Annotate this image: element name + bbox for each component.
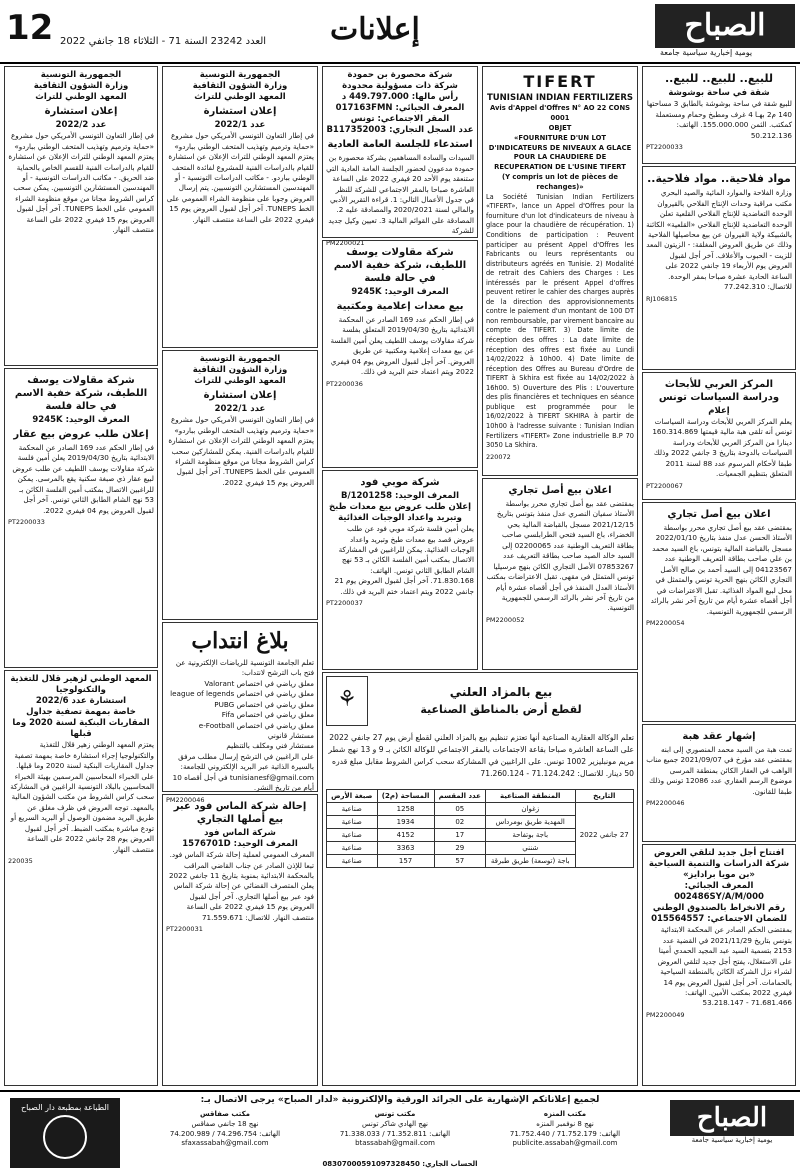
gift-title: إشهار عقد هبة xyxy=(682,731,756,742)
auction-type: صناعية xyxy=(327,802,378,815)
c4b-ministry: الجمهورية التونسية xyxy=(199,354,281,364)
nutrition-text: يعتزم المعهد الوطني زهير قلال للتغذية والتكنولوجيا إجراء استشارة خاصة بمهمة تصفية جداول المقاربات البنكية لسنة 2020 وما قبلها. على الخبراء المحاسبين المرسمين بهيئة الخبراء المحاسبين بالبلاد التونسية الراغبين في المشاركة سحب كراس الشروط من مكتب الشؤون المالية بالمعهد. توجه العروض في ظرف مغلق عن طريق البريد مضمون الوصول أو البريد السريع أو تودع مباشرة بمكتب الضبط. آخر أجل لقبول العروض يوم 28 جانفي 2022 على الساعة منتصف النهار. xyxy=(10,740,154,854)
center-subtitle: إعلام xyxy=(708,406,730,416)
nutrition-sub: استشارة عدد 2022/6 xyxy=(35,696,127,707)
auction-lot: 17 xyxy=(434,828,485,841)
tifert-body: La Société Tunisian Indian Fertilizers «TIFERT», lance un Appel d'Offres pour la fourniture d'un lot d'indicateurs de niveau à glace pour la chaudière de récupération. 1) Conditions de participation : Peuvent participer au présent Appel d'Offres les Fabricants ou leurs représentants ou distributeurs agréés en Tunisie. 2) Modalité de retrait des Cahiers des Charges : Les intéressés par le présent Appel d'offres peuvent retirer le cahier des charges auprès de la direction des approvisionnements contre le paiement d'un montant de 100 DT non remboursable, par virement bancaire au compte de TIFERT. 3) Date limite de réception des offres : La date limite de réception des offres est fixée au Lundi 14/02/2022 à 10h00. 4) Date limite de réception des Offres au Bureau d'Ordre de TIFERT à Skhira est fixée au 14/02/2022 à 16h00. 5) Ouverture des Plis : L'ouverture des plis financières et techniques en séance publique est programmée pour le 16/02/2022 à TIFERT SKHIRA à partir de 10h00 à l'adresse suivante : Tunisian Indian Fertilizers «TIFERT» Zone industrielle B.P 70 3050 La Skhira. xyxy=(486,192,634,450)
business-sale-ref: PM2200054 xyxy=(646,618,685,627)
factory-subtitle: شركة الماس فود xyxy=(204,828,276,838)
nutrition-institute-ad xyxy=(4,670,158,1086)
youssef-text: في إطار الحكم عدد 169 الصادر عن المحكمة الابتدائية بتاريخ 2019/04/30 المتعلق بفلسة شركة مقاولات يوسف اللطيف يعلن أمين الفلسة عن بيع معدات إعلامية ومكتبية عن طريق العروض. آخر أجل لقبول العروض يوم 04 فيفري 2022 ويتم اعتماد ختم البريد في ذلك. xyxy=(330,315,474,377)
tifert-logo: TIFERT xyxy=(523,72,597,91)
auction-zone: المهدية طريق بومرداس xyxy=(485,815,575,828)
business-sale-title-2: اعلان بيع أصل تجاري xyxy=(508,485,612,496)
youssef2-title: شركة مقاولات يوسف اللطيف، شركة خفية الاسم في حالة فلسة xyxy=(14,375,148,412)
auction-type: صناعية xyxy=(327,855,378,868)
tender-text: بمقتضى الحكم الصادر عن المحكمة الابتدائية بتونس بتاريخ 2021/11/29 في القضية عدد 2153 بتسمية السيد عبد المجيد الحمدي أمينا على الاستغلال، يفتح أجل جديد لتلقي العروض لشراء نزل الشركة الكائن بالمنطقة السياحية بالحمامات. آخر أجل لقبول العروض يوم 14 فيفري 2022 بمكتب الأمين. الهاتف: 71.681.466 - 53.218.147 xyxy=(657,925,792,1008)
center-ref: PT2200067 xyxy=(646,481,683,490)
tender-subtitle: شركة الدراسات والتنمية السياحية «بن مويا برادايز» xyxy=(648,859,790,881)
business-sale-ref-2: PM2200052 xyxy=(486,615,525,624)
recruitment-item-3: معلق رياضي في اختصاص Fifa xyxy=(221,710,314,720)
tender-title: افتتاح أجل جديد لتلقي العروض xyxy=(653,848,785,858)
c4b-number: عدد 2022/1 xyxy=(214,404,266,415)
office-addr: نهج الهادي شاكر تونس xyxy=(361,1119,429,1128)
agm-reg: عدد السجل التجاري: B117352003 xyxy=(326,125,474,136)
youssef-ad xyxy=(322,240,478,468)
recruitment-ad xyxy=(162,622,318,804)
footer-tagline: يومية إخبارية سياسية جامعة xyxy=(691,1136,773,1145)
youssef2-subtitle: إعلان طلب عروض بيع عقار xyxy=(13,429,149,441)
auction-type: صناعية xyxy=(327,828,378,841)
auction-lot: 29 xyxy=(434,842,485,855)
newspaper-logo: الصباح xyxy=(655,4,795,48)
office-mail[interactable]: publicite.assabah@gmail.com xyxy=(512,1139,618,1148)
page-footer xyxy=(0,1090,800,1176)
sale-subtitle: شقة في ساحة بوشوشة xyxy=(668,88,770,99)
agm-title: استدعاء للجلسة العامة العادية xyxy=(327,139,473,151)
auction-type: صناعية xyxy=(327,815,378,828)
auction-zone: شنني xyxy=(485,842,575,855)
tender-ad xyxy=(642,844,796,1086)
agm-ref: PM2200021 xyxy=(326,238,365,247)
tifert-ad xyxy=(482,66,638,476)
heritage-consult-1 xyxy=(162,66,318,348)
footer-logo: الصباح xyxy=(670,1100,794,1136)
youssef-ad-2 xyxy=(4,368,158,668)
auction-area: 1258 xyxy=(377,802,434,815)
c4-number: عدد 2022/1 xyxy=(214,120,266,131)
heritage-consult-2 xyxy=(162,350,318,620)
auction-zone: باجة بوتفاحة xyxy=(485,828,575,841)
auction-zone: زغوان xyxy=(485,802,575,815)
c5-notice: إعلان استشارة xyxy=(44,106,118,118)
recruitment-title: بلاغ انتداب xyxy=(191,628,289,654)
c5-ministry: الجمهورية التونسية xyxy=(40,70,122,80)
auction-title: بيع بالمزاد العلني xyxy=(449,685,553,700)
auction-header-zone: المنطقة الصناعية xyxy=(485,789,575,802)
auction-subtitle: لقطع أرض بالمناطق الصناعية xyxy=(420,702,582,716)
auction-area: 4152 xyxy=(377,828,434,841)
farm-text: وزارة الفلاحة والموارد المائية والصيد البحري مكتب مراقبة وحدات الإنتاج الفلاحي بالقيروان الوحدة التعاضدية للإنتاج الفلاحي القلعية تعلن الوحدة التعاضدية للإنتاج الفلاحي «القلعية» الكائنة بالشبيكة ولاية القيروان عن بيع محاصيلها الفلاحية وذلك عن طريق العروض المغلقة: - الزيتون المعد للزيت - الحبوب والأعلاف. آخر أجل لقبول العروض يوم الأربعاء 19 جانفي 2022 على الساعة الحادية عشرة صباحا بمقر الوحدة. للاتصال: 77.242.310 xyxy=(646,188,792,292)
recruitment-item-0: معلق رياضي في اختصاص Valorant xyxy=(204,678,314,688)
gift-ad xyxy=(642,724,796,842)
auction-date: 27 جانفي 2022 xyxy=(575,802,633,868)
business-sale-ad xyxy=(642,502,796,722)
tifert-line-1: OBJET xyxy=(548,123,572,132)
factory-id: المعرف الوحيد: 1576701D xyxy=(182,839,298,850)
office-tel: الهاتف: 71.352.811 / 71.338.033 xyxy=(339,1129,451,1138)
sale-title: للبيع.. للبيع.. للبيع.. xyxy=(664,72,774,85)
c4-ministry-2: وزارة الشؤون الثقافية xyxy=(192,81,288,92)
c4b-text: في إطار التعاون التونسي الأمريكي حول مشروع «حماية وترميم وتهذيب المتحف الوطني بباردو» يعتزم المعهد الوطني للتراث الإعلان عن استشارة للقيام بالدراسات الفنية. يمكن للمشاركين سحب كراس الشروط مجانا من موقع منظومة الشراء العمومي على الخط TUNEPS. آخر أجل لقبول العروض يوم 15 فيفري 2022. xyxy=(168,415,314,487)
recruitment-ref: PM2200046 xyxy=(166,795,205,804)
mobi-title: شركة موبي فود xyxy=(360,477,440,488)
nutrition-ref: 220035 xyxy=(8,857,33,866)
tifert-line-0: Avis d'Appel d'Offres N° AO 22 CONS 0001 xyxy=(489,104,631,123)
office-mail[interactable]: sfaxassabah@gmail.com xyxy=(181,1139,269,1148)
tifert-company: TUNISIAN INDIAN FERTILIZERS xyxy=(486,93,633,104)
business-sale-title: اعلان بيع أصل تجاري xyxy=(667,509,771,520)
page-number: 12 xyxy=(6,8,54,48)
recruitment-item-5: مستشار قانوني xyxy=(267,730,314,740)
auction-zone: باجة (توسعة) طريق طبرقة xyxy=(485,855,575,868)
agency-logo: ⚘ xyxy=(326,676,368,726)
youssef-subtitle: بيع معدات إعلامية ومكتبية xyxy=(336,301,464,313)
c4b-notice: إعلان استشارة xyxy=(203,390,277,402)
tender-ref: PM2200049 xyxy=(646,1010,685,1019)
c5-institute: المعهد الوطني للتراث xyxy=(35,92,127,103)
auction-header-lot: عدد المقسم xyxy=(434,789,485,802)
agm-tax-id: المعرف الجبائي: 017163FMN xyxy=(335,103,465,114)
agm-company-type: شركة ذات مسؤولية محدودة xyxy=(342,81,458,92)
factory-transfer-ad xyxy=(162,794,318,1086)
print-label: الطباعة بمطبعة دار الصباح xyxy=(20,1103,109,1112)
c4-institute: المعهد الوطني للتراث xyxy=(194,92,286,103)
office-tel: الهاتف: 71.752.179 / 71.752.440 xyxy=(509,1129,621,1138)
auction-lot: 57 xyxy=(434,855,485,868)
auction-text: تعلم الوكالة العقارية الصناعية أنها تعتزم تنظيم بيع بالمزاد العلني لقطع أرض يوم 27 جانفي 2022 على الساعة العاشرة صباحا بقاعة الاجتماعات بالمقر الاجتماعي للوكالة الكائن بـ 9 و 13 نهج شطر مريم مونبليزير 1002 تونس. على الراغبين في المشاركة سحب كراس الشروط مقابل مبلغ قدره 50 دينار. للاتصال: 71.124.242 - 71.260.124 xyxy=(328,733,634,779)
tender-tax-id: المعرف الجبائي: 002486SY/A/M/000 xyxy=(674,881,764,903)
sale-ad xyxy=(642,66,796,164)
gift-ref: PM2200046 xyxy=(646,799,685,808)
bank-account: الحساب الجاري: 08307000591097328450 xyxy=(322,1160,478,1168)
nutrition-title: المعهد الوطني لزهير قلال للتغذية والتكنولوجيا xyxy=(10,674,152,696)
nutrition-sub-2: خاصة بمهمة تصفية جداول xyxy=(26,707,136,718)
auction-header-type: صبغة الأرض xyxy=(327,789,378,802)
center-title: المركز العربي للأبحاث ودراسة السياسات تونس xyxy=(658,379,780,403)
heritage-consult-3 xyxy=(4,66,158,366)
auction-table xyxy=(326,789,634,869)
mobi-text: يعلن أمين فلسة شركة موبي فود عن طلب عروض قصد بيع معدات طبخ وتبريد واعداد الوجبات الغذائية. يمكن للراغبين في المشاركة الاتصال بمكتب أمين الفلسة الكائن بـ 53 نهج الشام الطابق الثاني تونس. الهاتف: 71.830.168. آخر أجل لقبول العروض يوم 21 جانفي 2022 ويتم اعتماد ختم البريد في ذلك. xyxy=(334,524,474,596)
table-row xyxy=(327,802,634,815)
office-menzah xyxy=(480,1110,650,1149)
office-tel: الهاتف: 74.296.754 / 74.200.989 xyxy=(169,1129,281,1138)
recruitment-item-6: مستشار فني ومكلف بالتنظيم xyxy=(226,741,314,751)
recruitment-item-2: معلق رياضي في اختصاص PUBG xyxy=(214,699,314,709)
office-tunis xyxy=(310,1110,480,1149)
office-name: مكتب تونس xyxy=(374,1110,416,1118)
youssef2-id: المعرف الوحيد: 9245K xyxy=(32,415,130,425)
farm-ref: RJ106815 xyxy=(646,294,678,303)
recruitment-item-1: معلق رياضي في اختصاص league of legends xyxy=(170,689,314,699)
page-header xyxy=(0,0,800,64)
recruitment-subtitle: تعلم الجامعة التونسية للرياضات الإلكترونية عن فتح باب الترشح لانتداب: xyxy=(175,657,314,678)
c4-notice: إعلان استشارة xyxy=(203,106,277,118)
farm-title: مواد فلاحية.. مواد فلاحية.. xyxy=(647,172,791,185)
section-title: إعلانات xyxy=(330,12,420,47)
mobi-id: المعرف الوحيد: 1201258/B xyxy=(340,491,460,501)
auction-area: 157 xyxy=(377,855,434,868)
youssef-ref: PT2200036 xyxy=(326,379,363,388)
agm-capital: رأس مالها: 449.797.000 د xyxy=(341,92,459,103)
c5-ministry-2: وزارة الشؤون الثقافية xyxy=(33,81,129,92)
factory-text: المعرف العمومي لعملية إحالة شركة الماس فود. تبعا للإذن الصادر عن جناب القاضي المراقب بالمحكمة الابتدائية بمنوبة بتاريخ 11 جانفي 2022 يعلن المتصرف القضائي عن إحالة شركة الماس فود عبر بيع أصلها التجاري. آخر أجل لقبول العروض يوم 15 فيفري 2022 على الساعة منتصف النهار. للاتصال: 71.559.671 xyxy=(168,850,314,922)
mobi-ad xyxy=(322,470,478,670)
auction-lot: 05 xyxy=(434,802,485,815)
office-mail[interactable]: btassabah@gmail.com xyxy=(355,1139,435,1148)
c4b-ministry-2: وزارة الشؤون الثقافية xyxy=(192,365,288,376)
center-text: يعلم المركز العربي للأبحاث ودراسة السياسات تونس أنه تلقى هبة مالية قيمتها 160.314.869 دينارا من المركز العربي للأبحاث ودراسة السياسات بالدوحة بتاريخ 3 جانفي 2022 وذلك طبقا لأحكام المرسوم عدد 88 لسنة 2011 المتعلق بتنظيم الجمعيات. xyxy=(652,417,792,479)
auction-header-area: المساحة (م2) xyxy=(377,789,434,802)
c4-ministry: الجمهورية التونسية xyxy=(199,70,281,80)
agm-company: شركة محصورة بن حمودة xyxy=(347,70,453,80)
auction-ad xyxy=(322,672,638,1086)
issue-line: العدد 23242 السنة 71 - الثلاثاء 18 جانفي 2022 xyxy=(60,36,267,47)
recruitment-text: على الراغبين في الترشح إرسال مطلب مرفق بالسيرة الذاتية عبر البريد الإلكتروني للجامعة: tunisianesf@gmail.com في أجل أقصاه 10 أيام من تاريخ النشر. xyxy=(172,751,314,793)
sale-text: للبيع شقة في ساحة بوشوشة بالطابق 3 مساحتها 140 م2 بهـا 4 غرف ومطبخ وحمام ومستعملة كمكتب. الثمن 155.000.000. الهاتف: 50.212.136 xyxy=(646,99,792,140)
nutrition-sub-3: المقاربات البنكية لسنة 2020 وما قبلها xyxy=(12,718,150,740)
business-sale-text-2: بمقتضى عقد بيع أصل تجاري محرر بواسطة الأستاذ سفيان النصري عدل منفذ بتونس بتاريخ 2021/12/15 مسجل بالقباضة المالية بحي الخضراء، باع السيد فتحي الطرابلسي صاحب بطاقة التعريف الوطنية عدد 02200065 إلى السيد خالد الصيد صاحب بطاقة التعريف عدد 07853267 الأصل التجاري الكائن بنهج مرسيليا تونس المتمثل في مقهى. تقبل الاعتراضات بمكتب الأستاذ العدل المنفذ في أجل أقصاه عشرة أيام من تاريخ آخر نشر بالرائد الرسمي للجمهورية التونسية. xyxy=(486,499,634,613)
newspaper-tagline: يومية إخبارية سياسية جامعة xyxy=(660,48,753,57)
tender-reg: رقم الانخراط بالصندوق الوطني للضمان الاجتماعي: 015564557 xyxy=(651,903,787,925)
c4-text: في إطار التعاون التونسي الأمريكي حول مشروع «حماية وترميم وتهذيب المتحف الوطني بباردو» يعتزم المعهد الوطني للتراث الإعلان عن استشارة للقيام بالدراسات الفنية للمشروع لفائدة المتحف الوطني بباردو. - مكاتب الدراسات التونسية - أو المهندسين المستشارين التونسيين. يتم إرسال العروض وجوبا على منظومة الشراء العمومي على الخط TUNEPS. آخر أجل لقبول العروض يوم 15 فيفري 2022 على الساعة منتصف النهار. xyxy=(166,131,314,224)
office-sfax xyxy=(140,1110,310,1149)
tifert-line-3: (Y compris un lot de pièces de rechanges)» xyxy=(502,173,618,191)
agm-seat: المقر الاجتماعي: تونس xyxy=(350,114,450,125)
business-sale-text: بمقتضى عقد بيع أصل تجاري محرر بواسطة الأستاذ الحسن عدل منفذ بتاريخ 2022/01/10 مسجل بالقباضة المالية بتونس، باع السيد محمد بن علي صاحب بطاقة التعريف الوطنية عدد 04123567 إلى السيد أحمد بن صالح الأصل التجاري الكائن بنهج الحرية تونس والمتمثل في محل لبيع المواد الغذائية. تقبل الاعتراضات في أجل أقصاه عشرة أيام من تاريخ آخر نشر بالرائد الرسمي للجمهورية التونسية. xyxy=(650,523,792,616)
footer-title: لجميع إعلاناتكم الإشهارية على الجرائد الورقية والإلكترونية «لدار الصباح» يرجى الاتصال بـ: xyxy=(200,1095,600,1105)
auction-area: 3363 xyxy=(377,842,434,855)
mobi-subtitle: إعلان طلب عروض بيع معدات طبخ وتبريد واعداد الوجبات الغذائية xyxy=(328,502,471,524)
mobi-ref: PT2200037 xyxy=(326,599,363,608)
center-ad xyxy=(642,372,796,500)
agm-text: السيدات والسادة المساهمين بشركة محصورة بن حمودة مدعوون لحضور الجلسة العامة العادية التي ستنعقد يوم الأحد 20 فيفري 2022 على الساعة العاشرة صباحا بالمقر الاجتماعي للشركة للنظر في جدول الأعمال التالي: 1. قراءة التقرير الأدبي والمالي لسنة 2020/2021 والمصادقة عليه 2. المصادقة على القوائم المالية 3. تعيين وكيل جديد للشركة xyxy=(326,153,474,236)
tifert-ref: 220072 xyxy=(486,452,511,461)
c5-number: عدد 2022/2 xyxy=(55,120,107,131)
sale-ref: PT2200033 xyxy=(646,143,683,152)
youssef-title: شركة مقاولات يوسف اللطيف، شركة خفية الاسم في حالة فلسة xyxy=(333,247,467,284)
youssef2-text: في إطار الحكم عدد 169 الصادر عن المحكمة الابتدائية بتاريخ 2019/04/30 يعلن أمين فلسة شركة مقاولات يوسف اللطيف عن طلب عروض لبيع عقار ذي صبغة سكنية يقع بالمرسى. يمكن للراغبين الاتصال بمكتب أمين الفلسة الكائن بـ 53 نهج الشام الطابق الثاني تونس. آخر أجل لقبول العروض يوم 04 فيفري 2022. xyxy=(12,443,154,515)
office-name: مكتب صفاقس xyxy=(199,1110,251,1118)
factory-ref: PT2200031 xyxy=(166,925,203,934)
youssef2-ref: PT2200033 xyxy=(8,518,45,527)
gift-text: تمت هبة من السيد محمد المنصوري إلى ابنه بمقتضى عقد مؤرخ في 2021/09/07 جميع مناب الواهب في العقار الكائن بمنطقة المرسى موضوع الرسم العقاري عدد 12086 تونس وذلك طبقا للقانون. xyxy=(646,745,792,796)
farm-ad xyxy=(642,166,796,370)
agm-ad xyxy=(322,66,478,247)
business-sale-ad-2 xyxy=(482,478,638,670)
office-addr: نهج 18 جانفي صفاقس xyxy=(191,1119,259,1128)
print-emblem-icon xyxy=(43,1115,87,1159)
print-box xyxy=(10,1098,120,1168)
office-addr: نهج 8 نوفمبر المنزه xyxy=(536,1119,594,1128)
c4b-institute: المعهد الوطني للتراث xyxy=(194,376,286,387)
office-name: مكتب المنزه xyxy=(543,1110,587,1118)
auction-lot: 02 xyxy=(434,815,485,828)
auction-area: 1934 xyxy=(377,815,434,828)
youssef-id: المعرف الوحيد: 9245K xyxy=(351,287,449,297)
c5-text: في إطار التعاون التونسي الأمريكي حول مشروع «حماية وترميم وتهذيب المتحف الوطني بباردو» يعتزم المعهد الوطني للتراث الإعلان عن استشارة للقيام بالدراسات الفنية للقسم الخاص بالحماية ضد الحريق. - مكاتب الدراسات التونسية - أو المهندسين المستشارين التونسيين. يمكن سحب كراس الشروط مجانا من موقع منظومة الشراء العمومي على الخط TUNEPS. آخر أجل لقبول العروض يوم 15 فيفري 2022 على الساعة منتصف النهار. xyxy=(8,131,154,235)
recruitment-item-4: معلق رياضي في اختصاص e-Football xyxy=(198,720,314,730)
tifert-line-2: «FOURNITURE D'UN LOT D'INDICATEURS DE NIVEAUX A GLACE POUR LA CHAUDIERE DE RECUPERATION DE L'USINE TIFERT xyxy=(488,133,632,172)
factory-title: إحالة شركة الماس فود عبر بيع أصلها التجاري xyxy=(173,801,307,825)
footer-logo-box xyxy=(670,1100,794,1146)
auction-type: صناعية xyxy=(327,842,378,855)
auction-header-date: التاريخ xyxy=(575,789,633,802)
